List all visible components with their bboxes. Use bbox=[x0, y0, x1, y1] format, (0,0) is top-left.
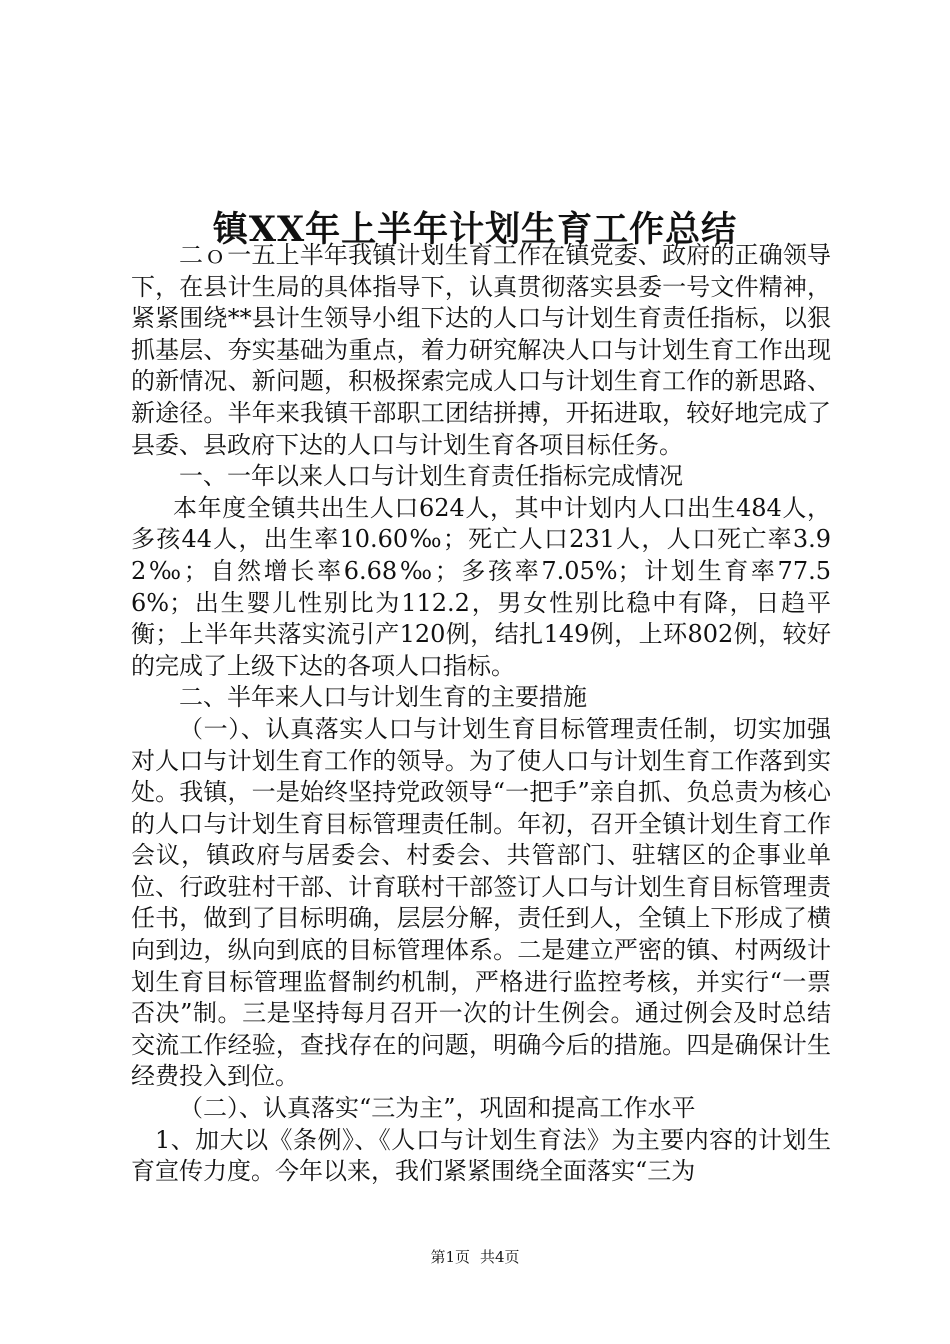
intro-paragraph: 二ｏ一五上半年我镇计划生育工作在镇党委、政府的正确领导下，在县计生局的具体指导下，认真贯彻落实县委一号文件精神，紧紧围绕**县计生领导小组下达的人口与计划生育责任指标，以狠抓基层、夯实基础为重点，着力研究解决人口与计划生育工作出现的新情况、新问题，积极探索完成人口与计划生育工作的新思路、新途径。半年来我镇干部职工团结拼搏，开拓进取，较好地完成了县委、县政府下达的人口与计划生育各项目标任务。 bbox=[131, 241, 831, 459]
section-heading-2: 二、半年来人口与计划生育的主要措施 bbox=[179, 683, 587, 712]
measure-paragraph-1: （一）、认真落实人口与计划生育目标管理责任制，切实加强对人口与计划生育工作的领导。为了使人口与计划生育工作落到实处。我镇，一是始终坚持党政领导“一把手”亲自抓、负总责为核心的人口与计划生育目标管理责任制。年初，召开全镇计划生育工作会议，镇政府与居委会、村委会、共管部门、驻辖区的企事业单位、行政驻村干部、计育联村干部签订人口与计划生育目标管理责任书，做到了目标明确，层层分解，责任到人，全镇上下形成了横向到边，纵向到底的目标管理体系。二是建立严密的镇、村两级计划生育目标管理监督制约机制，严格进行监控考核，并实行“一票否决”制。三是坚持每月召开一次的计生例会。通过例会及时总结交流工作经验，查找存在的问题，明确今后的措施。四是确保计生经费投入到位。 bbox=[131, 714, 831, 1091]
subsection-heading-2: （二）、认真落实“三为主”，巩固和提高工作水平 bbox=[179, 1094, 696, 1123]
statistics-paragraph: 本年度全镇共出生人口624人，其中计划内人口出生484人，多孩44人，出生率10.60‰；死亡人口231人，人口死亡率3.92‰；自然增长率6.68‰；多孩率7.05%；计划生育率77.56%；出生婴儿性别比为112.2，男女性别比稳中有降，日趋平衡；上半年共落实流引产120例，结扎149例，上环802例，较好的完成了上级下达的各项人口指标。 bbox=[131, 493, 831, 680]
document-body bbox=[131, 240, 831, 1188]
page-footer bbox=[0, 1247, 950, 1267]
document-title: 镇XX年上半年计划生育工作总结 bbox=[212, 209, 738, 251]
section-heading-1: 一、一年以来人口与计划生育责任指标完成情况 bbox=[179, 462, 683, 491]
measure-paragraph-2: 1、加大以《条例》、《人口与计划生育法》为主要内容的计划生育宣传力度。今年以来，我们紧紧围绕全面落实“三为 bbox=[131, 1125, 831, 1186]
page-total: 共4页 bbox=[480, 1248, 520, 1266]
page-number: 第1页 bbox=[430, 1248, 470, 1266]
